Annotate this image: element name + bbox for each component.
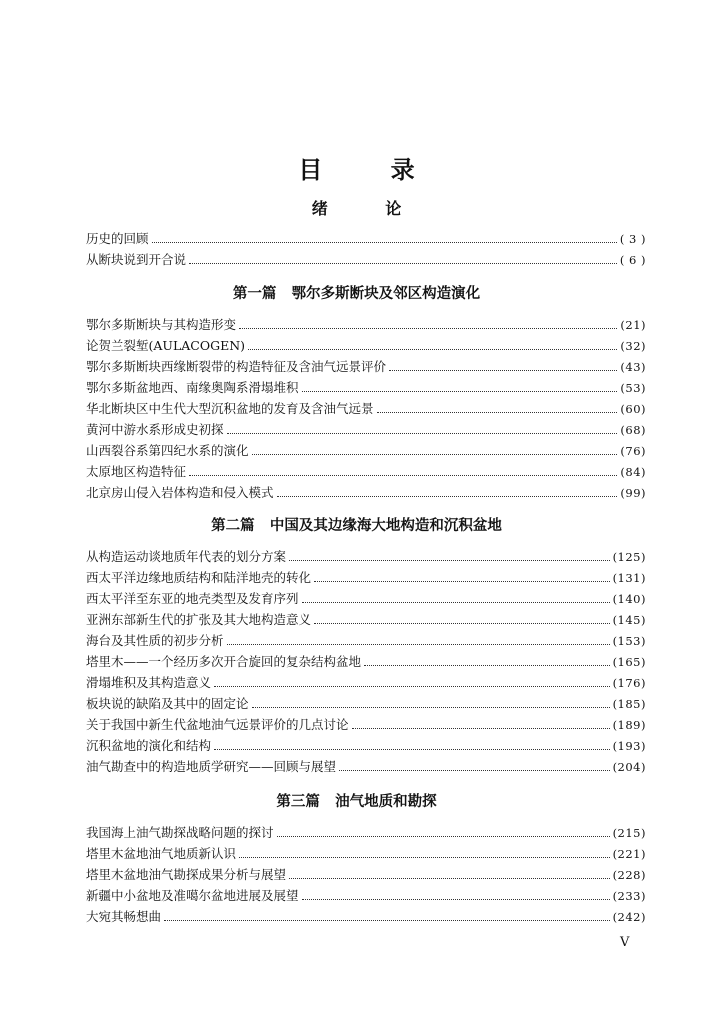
entry-title: 我国海上油气勘探战略问题的探讨 [86,825,274,840]
dot-leader [214,685,610,687]
dot-leader [239,327,617,329]
part-2-heading: 第二篇 中国及其边缘海大地构造和沉积盆地 [211,518,502,534]
entry-page: (233) [612,889,646,903]
entry-page: (32) [620,339,646,353]
entry-page: (140) [612,592,646,606]
entry-page: (165) [612,655,646,669]
entry-page: (60) [620,402,646,416]
entry-title: 西太平洋至东亚的地壳类型及发育序列 [86,591,299,606]
dot-leader [277,495,618,497]
entry-title: 西太平洋边缘地质结构和陆洋地壳的转化 [86,570,312,585]
dot-leader [302,390,618,392]
entry-page: (176) [612,676,646,690]
entry-page: (125) [612,550,646,564]
entry-page: (99) [620,486,646,500]
entry-title: 塔里木盆地油气勘探成果分析与展望 [86,867,287,882]
entry-title: 塔里木——一个经历多次开合旋回的复杂结构盆地 [86,654,362,669]
toc-entry[interactable] [86,842,646,862]
dot-leader [227,643,610,645]
entry-page: (228) [612,868,646,882]
dot-leader [289,559,610,561]
toc-entry[interactable] [86,671,646,691]
toc-entry[interactable] [86,334,646,354]
entry-page: (242) [612,910,646,924]
dot-leader [289,877,610,879]
entry-page: (221) [612,847,646,861]
toc-entry[interactable] [86,376,646,396]
page-title: 目 录 [298,156,445,184]
entry-title: 关于我国中新生代盆地油气远景评价的几点讨论 [86,717,349,732]
entry-page: (21) [620,318,646,332]
toc-entry[interactable] [86,692,646,712]
entry-page: (204) [612,760,646,774]
entry-page: ( 6 ) [619,253,646,267]
entry-title: 鄂尔多斯盆地西、南缘奥陶系滑塌堆积 [86,380,299,395]
dot-leader [189,474,617,476]
entry-page: ( 3 ) [619,232,646,246]
entry-page: (153) [612,634,646,648]
dot-leader [364,664,610,666]
entry-title: 黄河中游水系形成史初探 [86,422,224,437]
dot-leader [339,769,610,771]
toc-entry[interactable] [86,248,646,268]
entry-page: (189) [612,718,646,732]
dot-leader [189,262,617,264]
toc-entry[interactable] [86,884,646,904]
dot-leader [214,748,610,750]
entry-title: 华北断块区中生代大型沉积盆地的发育及含油气远景 [86,401,374,416]
entry-title: 滑塌堆积及其构造意义 [86,675,212,690]
toc-entry[interactable] [86,905,646,925]
part-3-heading: 第三篇 油气地质和勘探 [276,794,437,810]
dot-leader [152,241,617,243]
toc-entry[interactable] [86,650,646,670]
entry-title: 板块说的缺陷及其中的固定论 [86,696,249,711]
dot-leader [252,706,610,708]
entry-title: 山西裂谷系第四纪水系的演化 [86,443,249,458]
dot-leader [352,727,610,729]
toc-entry[interactable] [86,355,646,375]
entry-page: (185) [612,697,646,711]
toc-entry[interactable] [86,418,646,438]
entry-page: (131) [612,571,646,585]
dot-leader [239,856,610,858]
dot-leader [302,898,610,900]
entry-title: 太原地区构造特征 [86,464,187,479]
dot-leader [314,622,610,624]
entry-title: 塔里木盆地油气地质新认识 [86,846,237,861]
dot-leader [252,453,618,455]
toc-entry[interactable] [86,481,646,501]
toc-entry[interactable] [86,587,646,607]
entry-title: 鄂尔多斯断块西缘断裂带的构造特征及含油气远景评价 [86,359,387,374]
entry-title: 沉积盆地的演化和结构 [86,738,212,753]
entry-page: (76) [620,444,646,458]
dot-leader [377,411,618,413]
dot-leader [277,835,610,837]
entry-title: 亚洲东部新生代的扩张及其大地构造意义 [86,612,312,627]
dot-leader [389,369,617,371]
entry-title: 海台及其性质的初步分析 [86,633,224,648]
intro-heading: 绪 论 [311,199,428,218]
dot-leader [302,601,610,603]
entry-title: 油气勘查中的构造地质学研究——回顾与展望 [86,759,337,774]
entry-title: 新疆中小盆地及准噶尔盆地进展及展望 [86,888,299,903]
dot-leader [227,432,618,434]
toc-entry[interactable] [86,734,646,754]
toc-entry[interactable] [86,713,646,733]
dot-leader [248,348,617,350]
entry-page: (215) [612,826,646,840]
entry-page: (84) [620,465,646,479]
toc-entry[interactable] [86,545,646,565]
toc-entry[interactable] [86,460,646,480]
toc-entry[interactable] [86,439,646,459]
part-1-heading: 第一篇 鄂尔多斯断块及邻区构造演化 [232,286,481,302]
toc-entry[interactable] [86,821,646,841]
entry-page: (68) [620,423,646,437]
entry-title: 从构造运动谈地质年代表的划分方案 [86,549,287,564]
entry-page: (193) [612,739,646,753]
toc-entry[interactable] [86,566,646,586]
entry-page: (43) [620,360,646,374]
dot-leader [314,580,610,582]
entry-title: 从断块说到开合说 [86,252,187,267]
toc-entry[interactable] [86,755,646,775]
toc-entry[interactable] [86,863,646,883]
toc-entry[interactable] [86,397,646,417]
entry-title: 历史的回顾 [86,231,149,246]
entry-page: (145) [612,613,646,627]
entry-title: 鄂尔多斯断块与其构造形变 [86,317,237,332]
entry-page: (53) [620,381,646,395]
toc-entry[interactable] [86,313,646,333]
dot-leader [164,919,610,921]
toc-entry[interactable] [86,227,646,247]
toc-entry[interactable] [86,608,646,628]
entry-title: 大宛其畅想曲 [86,909,162,924]
toc-entry[interactable] [86,629,646,649]
entry-title: 论贺兰裂堑(AULACOGEN) [86,338,246,353]
page-number: V [620,935,630,950]
entry-title: 北京房山侵入岩体构造和侵入模式 [86,485,274,500]
